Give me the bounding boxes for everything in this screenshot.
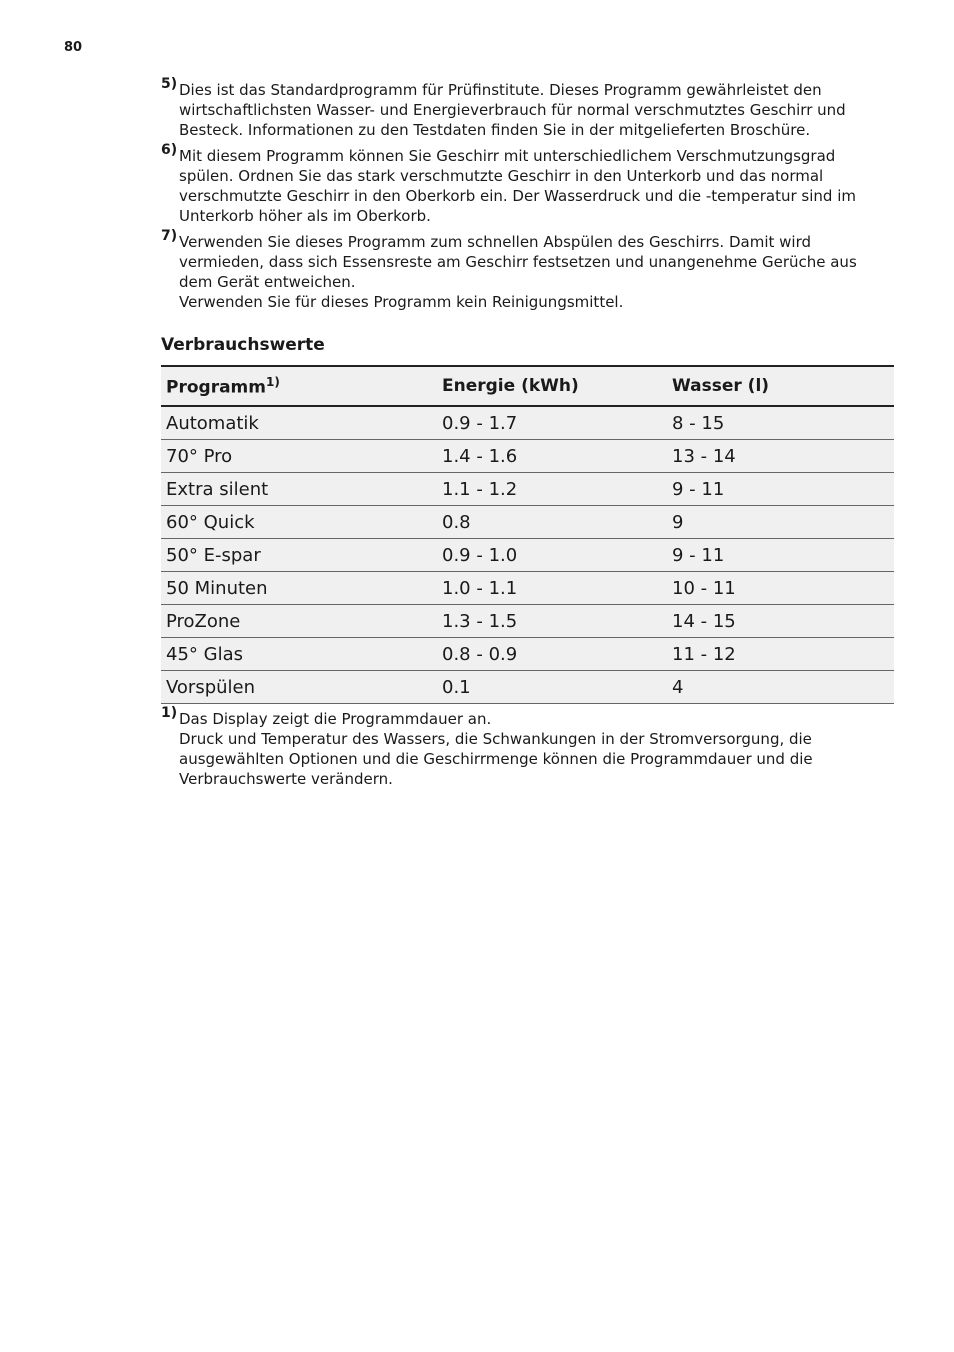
cell-wasser: 14 - 15	[667, 605, 894, 638]
cell-energie: 0.9 - 1.7	[437, 406, 667, 440]
header-programm-label: Programm	[166, 377, 266, 398]
table-row	[161, 506, 894, 539]
footnote-line: Das Display zeigt die Programmdauer an.	[179, 710, 492, 728]
footnote-line: verschmutzte Geschirr in den Oberkorb ein. Der Wasserdruck und die -temperatur sind im	[179, 187, 856, 205]
footnote-marker: 5)	[161, 76, 178, 92]
cell-wasser: 9 - 11	[667, 539, 894, 572]
footnote-line: Verbrauchswerte verändern.	[179, 770, 393, 788]
cell-wasser: 10 - 11	[667, 572, 894, 605]
program-footnotes	[161, 76, 894, 318]
footnote-5	[161, 76, 894, 140]
cell-wasser: 4	[667, 671, 894, 704]
consumption-table	[161, 365, 894, 704]
footnote-line: vermieden, dass sich Essensreste am Geschirr festsetzen und unangenehme Gerüche aus	[179, 253, 857, 271]
cell-wasser: 9 - 11	[667, 473, 894, 506]
cell-programm: ProZone	[161, 605, 437, 638]
cell-programm: Extra silent	[161, 473, 437, 506]
header-wasser: Wasser (l)	[667, 366, 894, 406]
cell-energie: 0.1	[437, 671, 667, 704]
footnote-line: Unterkorb höher als im Oberkorb.	[179, 207, 431, 225]
footnote-marker: 1)	[161, 705, 178, 721]
section-title: Verbrauchswerte	[161, 335, 325, 355]
header-footnote-marker: 1)	[265, 374, 280, 389]
cell-programm: 70° Pro	[161, 440, 437, 473]
cell-programm: 50° E-spar	[161, 539, 437, 572]
footnote-line: ausgewählten Optionen und die Geschirrmenge können die Programmdauer und die	[179, 750, 813, 768]
cell-programm: Automatik	[161, 406, 437, 440]
footnote-line: Druck und Temperatur des Wassers, die Schwankungen in der Stromversorgung, die	[179, 730, 812, 748]
footnote-1	[161, 705, 894, 789]
table-header-row	[161, 366, 894, 406]
footnote-marker: 6)	[161, 142, 178, 158]
cell-programm: 60° Quick	[161, 506, 437, 539]
cell-programm: 45° Glas	[161, 638, 437, 671]
cell-energie: 1.3 - 1.5	[437, 605, 667, 638]
table-footnote	[161, 705, 894, 795]
table-row	[161, 440, 894, 473]
cell-programm: Vorspülen	[161, 671, 437, 704]
header-energie: Energie (kWh)	[437, 366, 667, 406]
cell-wasser: 8 - 15	[667, 406, 894, 440]
cell-energie: 0.8 - 0.9	[437, 638, 667, 671]
table-row	[161, 539, 894, 572]
cell-energie: 0.9 - 1.0	[437, 539, 667, 572]
cell-energie: 1.1 - 1.2	[437, 473, 667, 506]
cell-wasser: 9	[667, 506, 894, 539]
footnote-line: Mit diesem Programm können Sie Geschirr mit unterschiedlichem Verschmutzungsgrad	[179, 147, 836, 165]
footnote-line: Besteck. Informationen zu den Testdaten finden Sie in der mitgelieferten Broschüre.	[179, 121, 811, 139]
header-programm	[161, 366, 437, 406]
cell-energie: 1.4 - 1.6	[437, 440, 667, 473]
footnote-line: Verwenden Sie für dieses Programm kein Reinigungsmittel.	[179, 293, 624, 311]
table-row	[161, 605, 894, 638]
page-number: 80	[64, 40, 83, 55]
footnote-marker: 7)	[161, 228, 178, 244]
footnote-7	[161, 228, 894, 312]
footnote-line: Dies ist das Standardprogramm für Prüfinstitute. Dieses Programm gewährleistet den	[179, 81, 822, 99]
table-row	[161, 671, 894, 704]
cell-wasser: 11 - 12	[667, 638, 894, 671]
cell-energie: 0.8	[437, 506, 667, 539]
footnote-6	[161, 142, 894, 226]
cell-wasser: 13 - 14	[667, 440, 894, 473]
footnote-line: Verwenden Sie dieses Programm zum schnellen Abspülen des Geschirrs. Damit wird	[179, 233, 811, 251]
footnote-line: spülen. Ordnen Sie das stark verschmutzte Geschirr in den Unterkorb und das normal	[179, 167, 824, 185]
footnote-line: wirtschaftlichsten Wasser- und Energieverbrauch für normal verschmutztes Geschirr und	[179, 101, 846, 119]
footnote-line: dem Gerät entweichen.	[179, 273, 356, 291]
table-row	[161, 638, 894, 671]
cell-programm: 50 Minuten	[161, 572, 437, 605]
table-row	[161, 473, 894, 506]
table-row	[161, 572, 894, 605]
table-row	[161, 406, 894, 440]
cell-energie: 1.0 - 1.1	[437, 572, 667, 605]
